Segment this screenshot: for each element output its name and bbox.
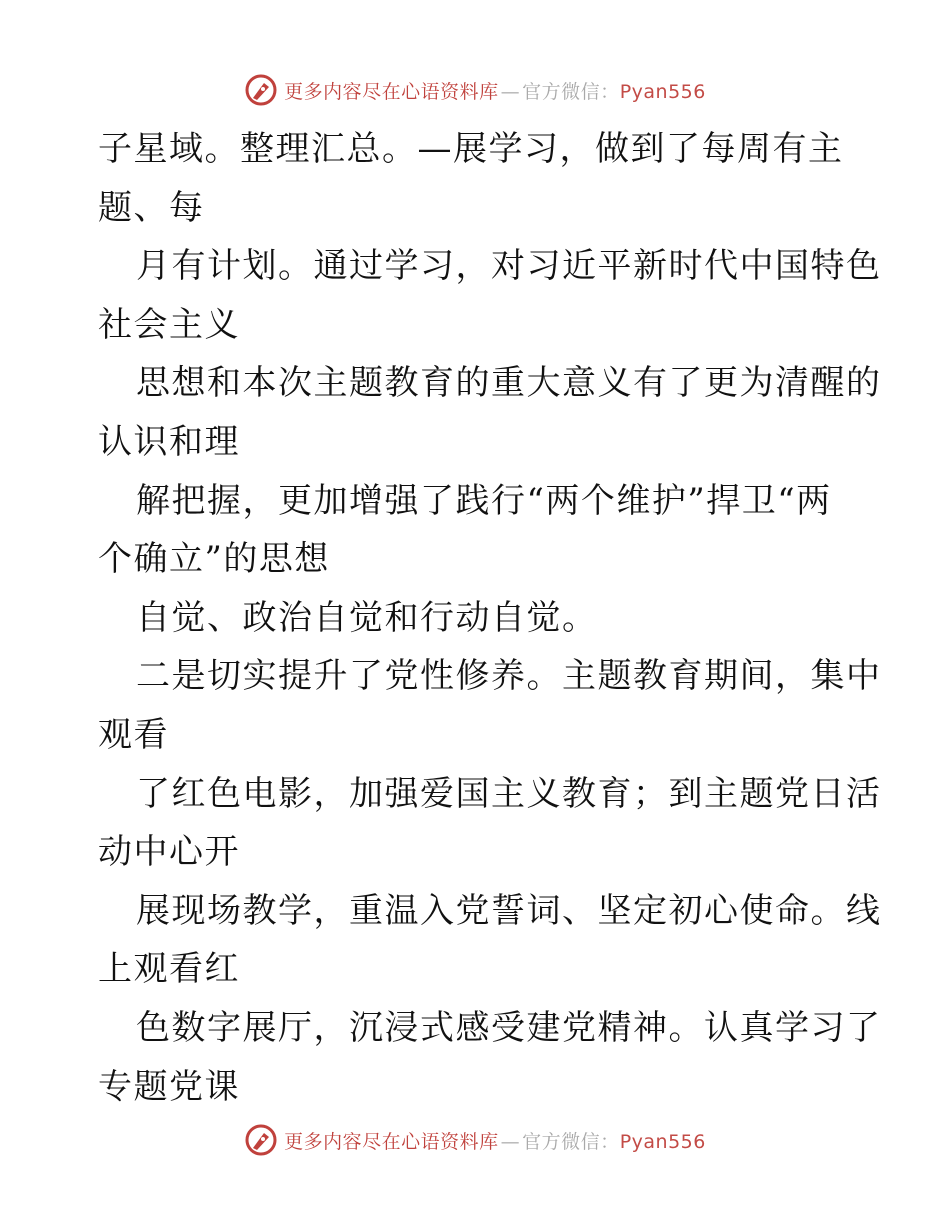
watermark-text	[284, 1127, 706, 1154]
watermark-dash: —	[500, 80, 521, 103]
text-line: 观看	[98, 714, 169, 755]
text-line: 社会主义	[98, 304, 240, 345]
pen-nib-circle-icon	[244, 73, 278, 107]
text-line: 自觉、政治自觉和行动自觉。	[136, 597, 598, 638]
watermark-label: 官方微信：	[522, 80, 620, 103]
text-line: 二是切实提升了党性修养。主题教育期间，集中	[136, 656, 882, 697]
text-line: 认识和理	[98, 421, 240, 462]
text-line: 了红色电影，加强爱国主义教育；到主题党日活	[136, 773, 882, 814]
watermark-text	[284, 77, 706, 104]
text-line: 个确立”的思想	[98, 539, 330, 580]
text-line: 月有计划。通过学习，对习近平新时代中国特色	[136, 246, 882, 287]
text-line: 展现场教学，重温入党誓词、坚定初心使命。线	[136, 890, 882, 931]
watermark-main-text: 更多内容尽在心语资料库	[284, 1130, 499, 1153]
text-line: 子星域。整理汇总。—展学习，做到了每周有主	[98, 129, 844, 169]
watermark-label: 官方微信：	[522, 1130, 620, 1153]
watermark-wechat-id: Pyan556	[619, 80, 706, 103]
text-line: 思想和本次主题教育的重大意义有了更为清醒的	[136, 363, 882, 404]
header-watermark	[0, 70, 950, 110]
document-body	[98, 120, 882, 1116]
watermark-main-text: 更多内容尽在心语资料库	[284, 80, 499, 103]
watermark-dash: —	[500, 1130, 521, 1153]
text-line: 色数字展厅，沉浸式感受建党精神。认真学习了	[136, 1007, 882, 1048]
text-line: 动中心开	[98, 832, 240, 873]
text-line: 上观看红	[98, 949, 240, 990]
text-line: 解把握，更加增强了践行“两个维护”捍卫“两	[136, 480, 832, 521]
watermark-wechat-id: Pyan556	[619, 1130, 706, 1153]
text-line: 题、每	[98, 187, 205, 228]
footer-watermark	[0, 1120, 950, 1160]
pen-nib-circle-icon	[244, 1123, 278, 1157]
text-line: 专题党课	[98, 1066, 240, 1107]
